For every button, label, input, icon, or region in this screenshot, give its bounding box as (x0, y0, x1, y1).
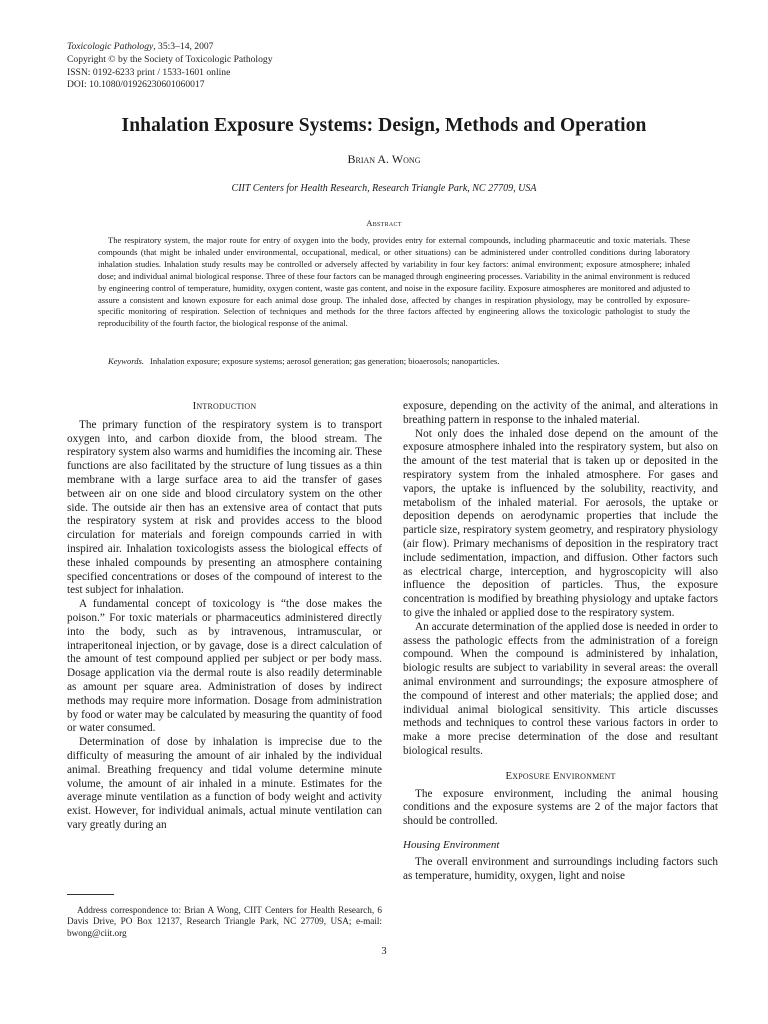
abstract-text: The respiratory system, the major route for entry of oxygen into the body, provides entry for external compounds, including pharmaceutic and toxic materials. These compounds (that might be inhaled under environmental, occupational, medical, or other situations) can be administered under controlled conditions during laboratory inhalation studies. Inhalation study results may be controlled or adversely affected by variability in four key factors: animal environment; exposure atmosphere; inhaled dose; and individual animal biological response. Three of these four factors can be managed through engineering processes. Variability in the animal environment is reduced by engineering control of temperature, humidity, oxygen content, waste gas content, and noise in the exposure facility. Exposure atmospheres are monitored and adjusted to assure a consistent and known exposure for each animal dose group. The inhaled dose, affected by changes in respiration physiology, may be controlled by exposure-specific monitoring of respiration. Selection of techniques and methods for the three factors affected by engineering allows the toxicologic pathologist to study the reproducibility of the fourth factor, the biological response of the animal. (98, 235, 690, 329)
paragraph: The exposure environment, including the animal housing conditions and the exposure systems are 2 of the major factors that should be controlled. (403, 787, 718, 828)
author-affiliation: CIIT Centers for Health Research, Research Triangle Park, NC 27709, USA (231, 183, 537, 194)
paragraph: The primary function of the respiratory system is to transport oxygen into, and carbon dioxide from, the blood stream. The respiratory system also warms and humidifies the incoming air. These functions are also facilitated by the structure of lung tissues as a thin membrane with a large surface area to aid the transfer of gases between air on one side and blood circulatory system on the other side. The outside air then has an extensive area of contact that puts the respiratory system at risk and provides access to the blood circulation for materials and foreign compounds carried in with inspired air. Inhalation toxicologists assess the biological effects of these inhaled compounds by presenting an atmosphere containing specified concentrations or doses of the compound of interest to the test subject for inhalation. (67, 418, 382, 597)
copyright-line: Copyright © by the Society of Toxicologic Pathology (67, 53, 273, 65)
issn-line: ISSN: 0192-6233 print / 1533-1601 online (67, 66, 231, 78)
abstract-heading: Abstract (366, 218, 402, 228)
journal-name: Toxicologic Pathology (67, 41, 154, 52)
article-title: Inhalation Exposure Systems: Design, Methods and Operation (121, 115, 647, 136)
left-column (67, 400, 382, 833)
paragraph: Not only does the inhaled dose depend on the amount of the exposure atmosphere inhaled into the respiratory system, but also on the amount of the test material that is taken up or deposited in the respiratory system from the inhaled atmosphere. For gases and vapors, the uptake is influenced by the solubility, reactivity, and metabolism of the inhaled material. For aerosols, the uptake or deposition depends on aerodynamic properties that include the particle size, respiratory system geometry, and respiratory physiology (air flow). Primary mechanisms of deposition in the respiratory tract include sedimentation, impaction, and diffusion. Other factors such as electrical charge, interception, and hygroscopicity will also influence the deposition of particles. Thus, the exposure concentration is modified by breathing physiology and uptake factors to give the inhaled or applied dose to the respiratory system. (403, 427, 718, 619)
paragraph: An accurate determination of the applied dose is needed in order to assess the pathologic effects from the administration of a foreign compound. When the compound is administered by inhalation, biologic results are subject to variability in several areas: the overall animal environment and surroundings; the exposure atmosphere of the compound of interest and other materials; the applied dose; and individual animal biological sensitivity. This article discusses methods and techniques to control these various factors in order to make a more precise determination of the dose and resultant biological results. (403, 620, 718, 757)
paragraph: exposure, depending on the activity of the animal, and alterations in breathing pattern in response to the inhaled material. (403, 400, 718, 426)
page-number: 3 (381, 946, 387, 957)
paragraph: The overall environment and surroundings including factors such as temperature, humidity, oxygen, light and noise (403, 855, 718, 882)
correspondence-footnote: Address correspondence to: Brian A Wong, CIIT Centers for Health Research, 6 Davis Drive, PO Box 12137, Research Triangle Park, NC 27709, USA; e-mail: bwong@ciit.org (67, 905, 382, 938)
right-column (403, 400, 718, 883)
doi-line: DOI: 10.1080/01926230601060017 (67, 79, 205, 91)
keywords-line (98, 356, 690, 368)
section-heading-exposure-environment: Exposure Environment (505, 769, 616, 782)
author-name: Brian A. Wong (347, 152, 421, 166)
keywords-label: Keywords. (108, 356, 145, 366)
subsection-heading-housing: Housing Environment (403, 838, 500, 851)
volume-pages: , 35:3–14, 2007 (153, 41, 214, 52)
paragraph: Determination of dose by inhalation is imprecise due to the difficulty of measuring the amount of air inhaled by the individual animal. Breathing frequency and tidal volume determine minute volume, the amount of air inhaled in a minute. Estimates for the average minute ventilation as a function of body weight and activity exist. However, for individual animals, actual minute ventilation can vary greatly during an (67, 736, 382, 831)
journal-header (67, 41, 273, 92)
section-heading-introduction: Introduction (192, 400, 257, 412)
footnote-divider (67, 894, 114, 895)
keywords-list: Inhalation exposure; exposure systems; aerosol generation; gas generation; bioaerosols; nanoparticles. (150, 356, 500, 366)
paragraph: A fundamental concept of toxicology is “the dose makes the poison.” For toxic materials or pharmaceutics administered directly into the body, such as by intravenous, intramuscular, or intraperitoneal injection, or by gavage, dose is a direct calculation of the amount of test compound applied per subject or per body mass. Dosage application via the dermal route is also readily determinable as amount per square area. Administration of doses by indirect methods may require more information. Dosage from administration by food or water may be calculated by measuring the quantity of food or water consumed. (67, 598, 382, 735)
citation-line (67, 41, 273, 54)
